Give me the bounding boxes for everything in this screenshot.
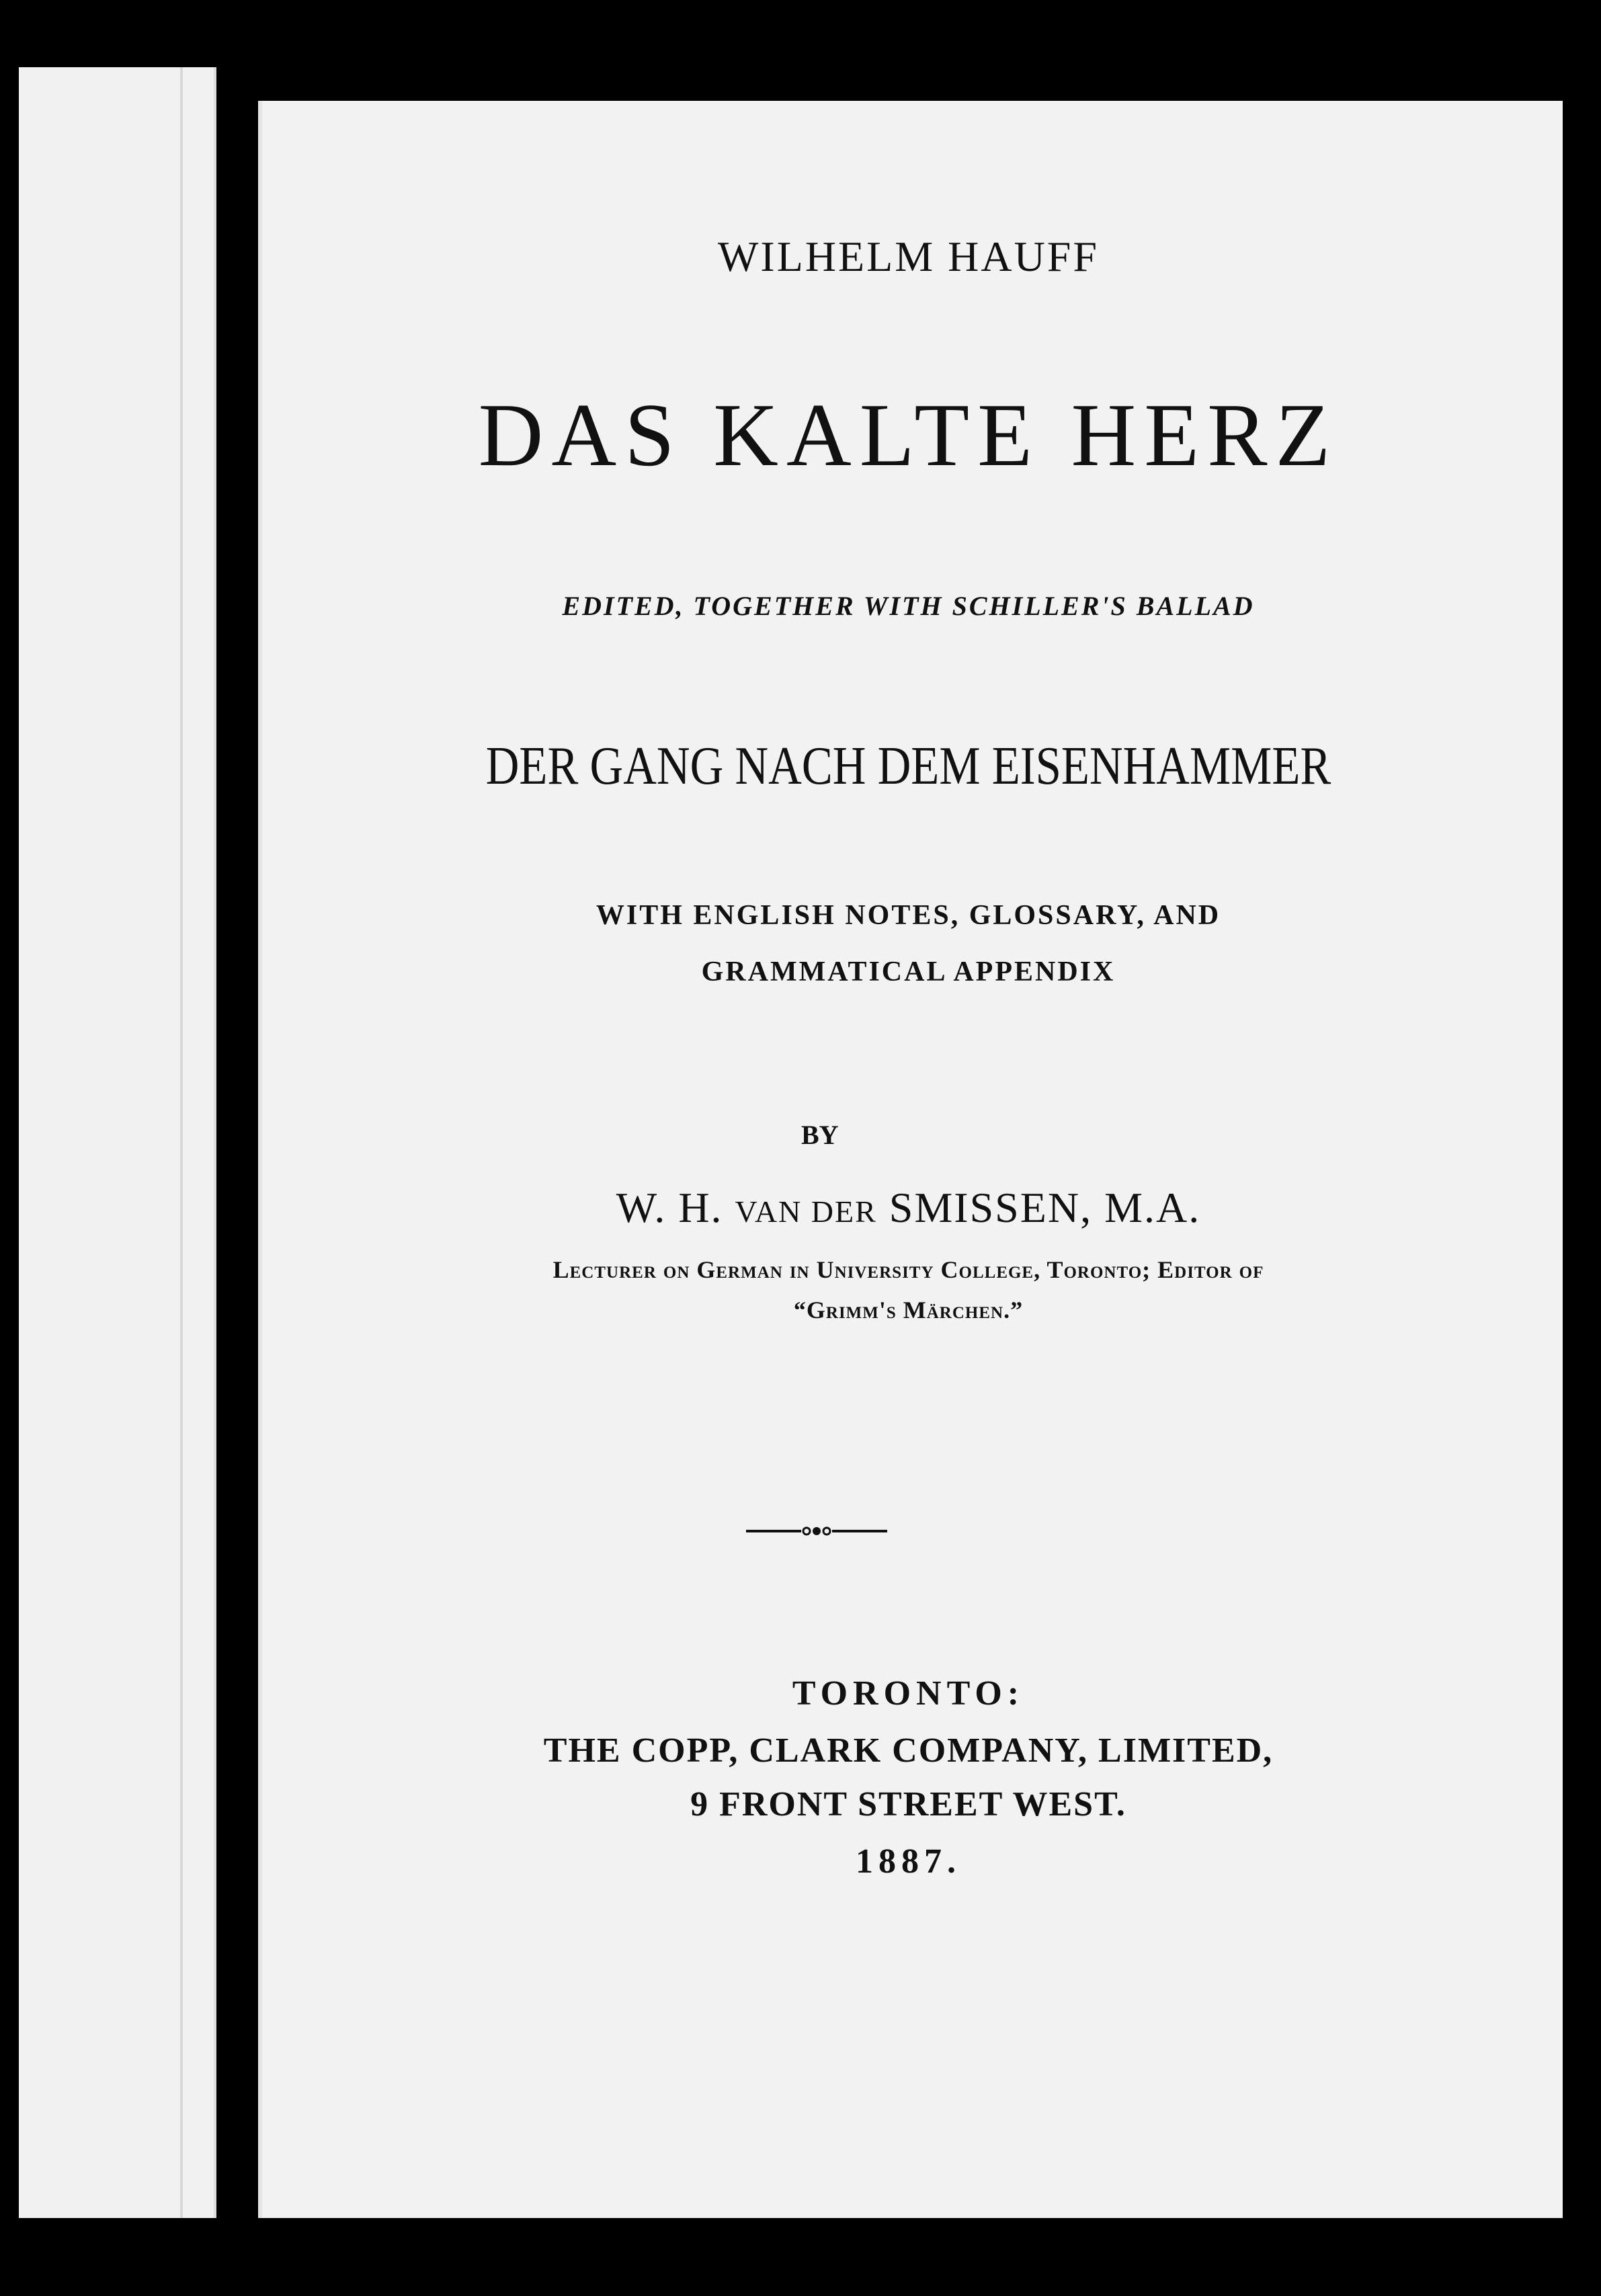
publisher-name: THE COPP, CLARK COMPANY, LIMITED, bbox=[543, 1731, 1274, 1770]
facing-page-rule bbox=[180, 67, 183, 2238]
facing-page-edge bbox=[19, 67, 216, 2238]
edited-line: EDITED, TOGETHER WITH SCHILLER'S BALLAD bbox=[562, 591, 1255, 621]
notes-line-1: WITH ENGLISH NOTES, GLOSSARY, AND bbox=[596, 900, 1221, 931]
ornament-divider bbox=[746, 1523, 887, 1539]
editor-name bbox=[258, 1183, 1559, 1233]
imprint-place: TORONTO: bbox=[792, 1674, 1025, 1713]
notes-line-2: GRAMMATICAL APPENDIX bbox=[701, 956, 1116, 987]
publisher-address: 9 FRONT STREET WEST. bbox=[690, 1785, 1126, 1823]
bottom-border bbox=[0, 2218, 1601, 2296]
book-gutter bbox=[216, 0, 258, 2296]
left-border bbox=[0, 0, 19, 2296]
editor-affiliation-line-2: “Grimm's Märchen.” bbox=[793, 1297, 1024, 1323]
editor-affiliation-line-1: Lecturer on German in University College, Toronto; Editor of bbox=[552, 1256, 1264, 1283]
editor-prefix: W. H. bbox=[616, 1184, 723, 1231]
author-name: WILHELM HAUFF bbox=[718, 233, 1099, 280]
editor-surname: SMISSEN, M.A. bbox=[889, 1184, 1201, 1231]
publication-year: 1887. bbox=[856, 1842, 961, 1881]
right-border bbox=[1566, 0, 1601, 2296]
book-title: DAS KALTE HERZ bbox=[478, 385, 1339, 485]
ballad-title: DER GANG NACH DEM EISENHAMMER bbox=[485, 737, 1331, 796]
editor-particle: VAN DER bbox=[735, 1194, 877, 1229]
by-mark: BY bbox=[801, 1120, 839, 1150]
